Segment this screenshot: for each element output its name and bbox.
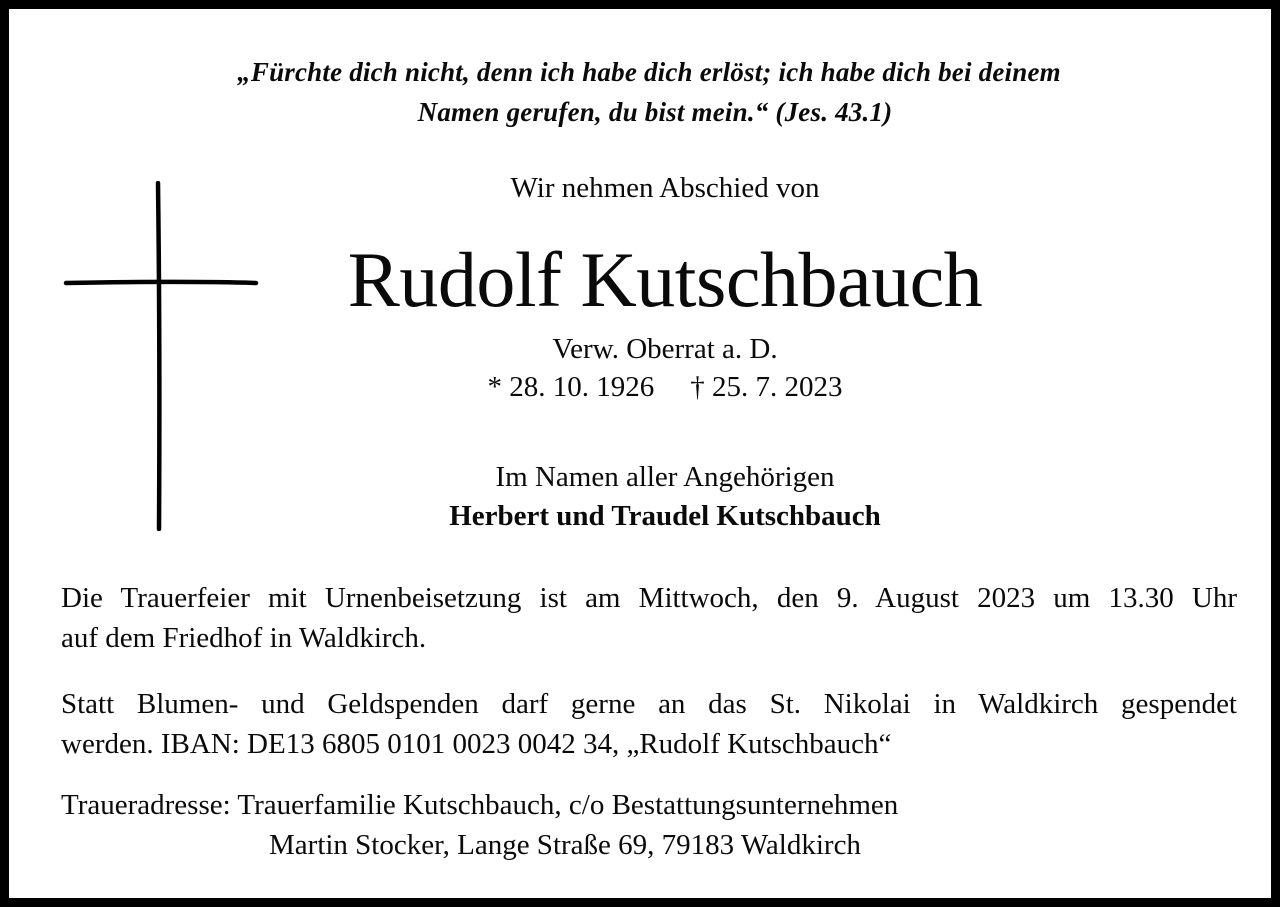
mourners-intro: Im Namen aller Angehörigen [495, 461, 835, 493]
farewell-intro: Wir nehmen Abschied von [510, 172, 820, 204]
mourning-address-line-1: Traueradresse: Trauerfamilie Kutschbauch, c/o Bestattungsunternehmen [61, 789, 899, 821]
donation-info [61, 684, 1251, 764]
deceased-name: Rudolf Kutschbauch [347, 236, 983, 323]
bible-quote-line-1: „Fürchte dich nicht, denn ich habe dich erlöst; ich habe dich bei deinem [237, 57, 1061, 87]
birth-date: * 28. 10. 1926 [487, 371, 655, 403]
life-dates [25, 371, 1280, 404]
mourning-address [61, 785, 898, 865]
funeral-info [61, 578, 1251, 658]
mourning-address-line-2: Martin Stocker, Lange Straße 69, 79183 Waldkirch [269, 829, 861, 861]
donation-info-line-1: Statt Blumen- und Geldspenden darf gerne an das St. Nikolai in Waldkirch gespendet [61, 688, 1237, 720]
mourners-names: Herbert und Traudel Kutschbauch [449, 500, 881, 532]
deceased-title: Verw. Oberrat a. D. [552, 333, 778, 365]
death-date: † 25. 7. 2023 [690, 371, 843, 403]
funeral-info-line-2: auf dem Friedhof in Waldkirch. [61, 622, 427, 654]
bible-quote-line-2: Namen gerufen, du bist mein.“ (Jes. 43.1) [417, 97, 893, 127]
funeral-info-line-1: Die Trauerfeier mit Urnenbeisetzung ist am Mittwoch, den 9. August 2023 um 13.30 Uhr [61, 582, 1237, 614]
donation-info-line-2: werden. IBAN: DE13 6805 0101 0023 0042 34, „Rudolf Kutschbauch“ [61, 728, 892, 760]
